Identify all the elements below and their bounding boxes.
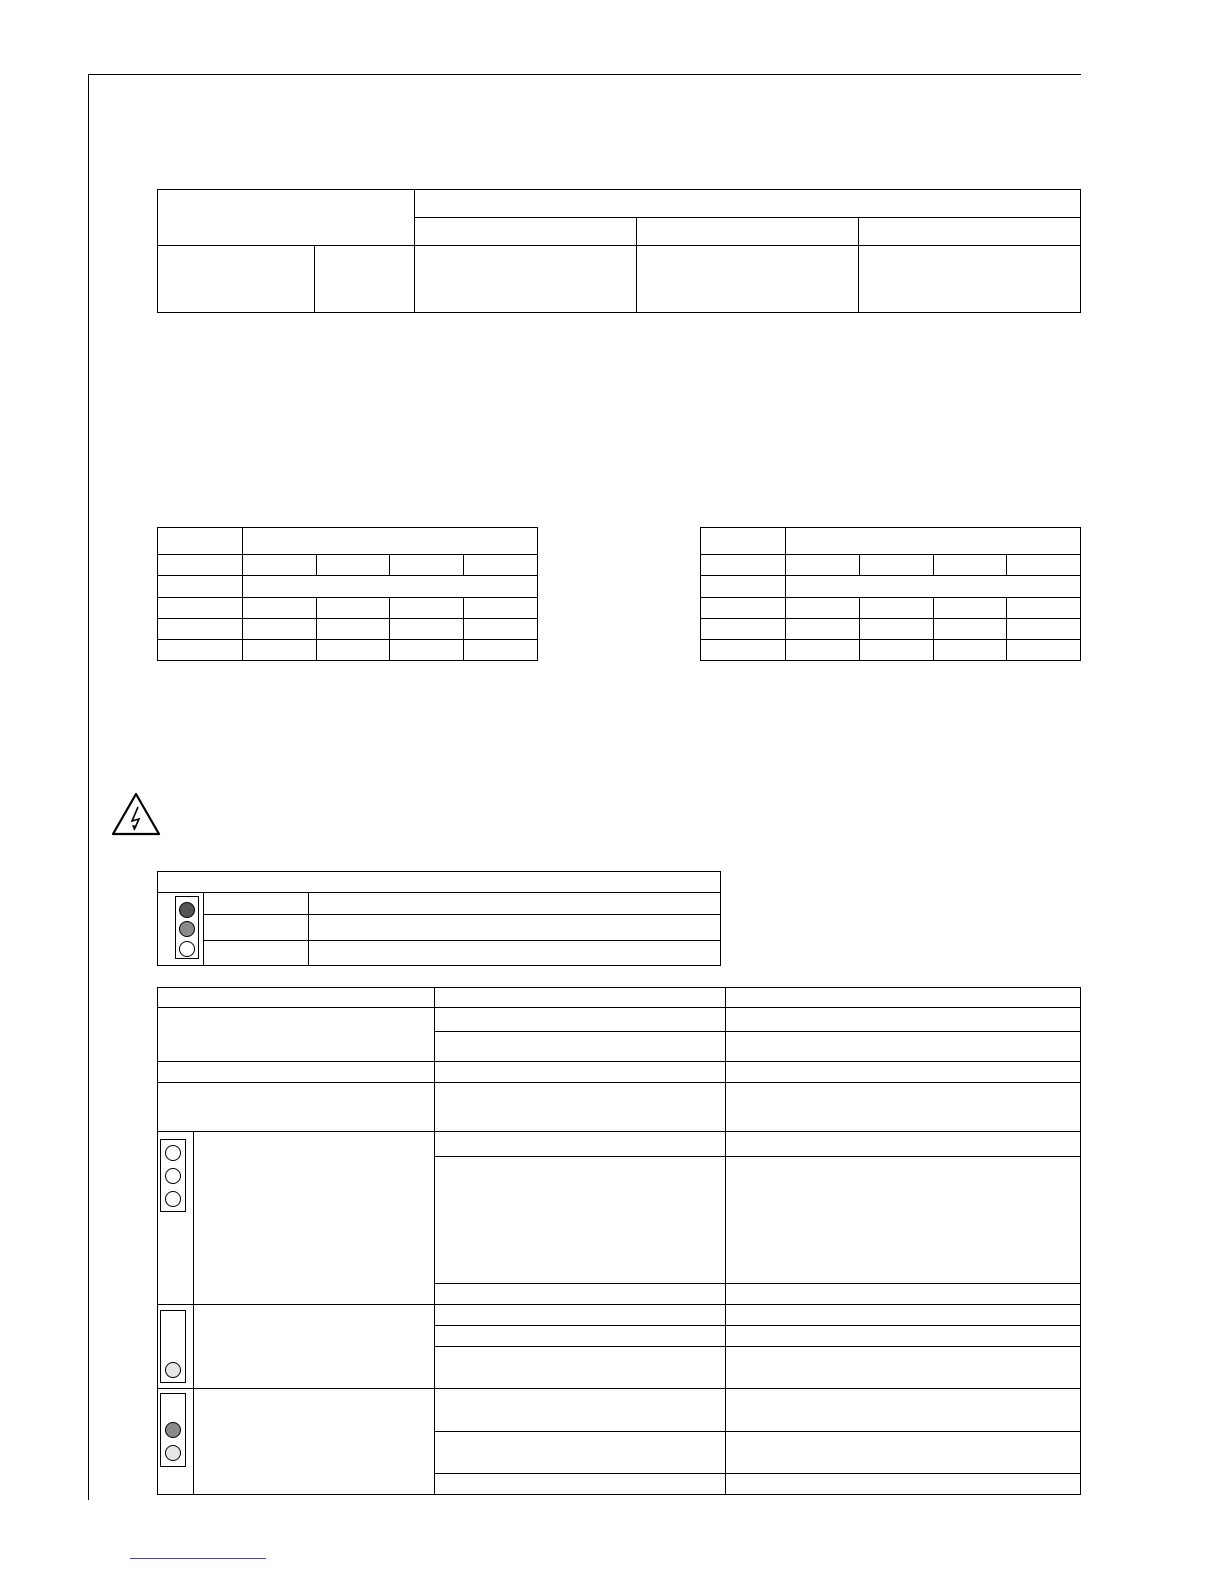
grid-right-r5-c4 <box>1006 639 1081 661</box>
grid-right-r4-c0 <box>700 618 786 640</box>
led-legend-r1-desc <box>308 892 721 915</box>
grid-right-r4-c3 <box>933 618 1007 640</box>
grid-left-r5-c2 <box>316 639 390 661</box>
grid-right-r1-c2 <box>859 554 934 576</box>
spec-table-top-row-cell-3 <box>414 245 637 313</box>
grid-left-r5-c3 <box>389 639 464 661</box>
spec-table-top-header-group <box>414 189 1081 218</box>
fault-gB-r3-c2 <box>434 1346 726 1389</box>
led-legend-r3-desc <box>308 940 721 966</box>
led-icon <box>165 1445 181 1461</box>
grid-left-r4-c2 <box>316 618 390 640</box>
led-blinking-icon <box>179 921 195 937</box>
fault-gA-r1-c2 <box>434 1131 726 1157</box>
fault-gC-r3-c2 <box>434 1473 726 1495</box>
grid-right-r1-c0 <box>700 554 786 576</box>
fault-gB-desc <box>193 1304 435 1389</box>
grid-left-r1-c3 <box>389 554 464 576</box>
led-legend-r1-state <box>203 892 309 915</box>
fault-header-c2 <box>434 987 726 1008</box>
grid-left-r1-c0 <box>157 554 243 576</box>
page-top-rule <box>88 74 1081 75</box>
fault-r1a-c2 <box>434 1007 726 1032</box>
fault-r2-c3 <box>725 1061 1081 1083</box>
led-icon <box>165 1422 181 1438</box>
grid-left-r4-c3 <box>389 618 464 640</box>
grid-right-r4-c2 <box>859 618 934 640</box>
three-led-indicator-icon <box>160 1139 186 1212</box>
spec-table-top-row-cell-4 <box>636 245 859 313</box>
fault-gA-r3-c2 <box>434 1283 726 1305</box>
spec-table-top-header-left <box>157 189 415 246</box>
grid-left-r2-c0 <box>157 575 243 598</box>
led-legend-r3-state <box>203 940 309 966</box>
grid-right-r4-c4 <box>1006 618 1081 640</box>
spec-table-top-row-cell-5 <box>858 245 1081 313</box>
fault-r1a-c3 <box>725 1007 1081 1032</box>
grid-right-r5-c2 <box>859 639 934 661</box>
fault-gB-r2-c2 <box>434 1325 726 1347</box>
grid-left-r5-c1 <box>242 639 317 661</box>
grid-right-head-group <box>785 527 1081 555</box>
fault-gC-r2-c3 <box>725 1431 1081 1474</box>
led-on-icon <box>179 902 195 918</box>
fault-r2-c1 <box>157 1061 435 1083</box>
electrical-hazard-icon <box>111 792 161 836</box>
grid-right-r5-c3 <box>933 639 1007 661</box>
led-icon <box>165 1191 181 1207</box>
spec-table-top-subheader-1 <box>414 217 637 246</box>
grid-left-r3-c3 <box>389 597 464 619</box>
led-icon <box>165 1145 181 1161</box>
spec-table-top-row-cell-2 <box>314 245 415 313</box>
grid-left-head-group <box>242 527 538 555</box>
fault-gA-r2-c2 <box>434 1156 726 1284</box>
fault-gC-desc <box>193 1388 435 1495</box>
fault-r3-c2 <box>434 1082 726 1132</box>
grid-right-r3-c4 <box>1006 597 1081 619</box>
led-legend-r2-state <box>203 914 309 941</box>
grid-left-r3-c4 <box>463 597 538 619</box>
fault-r1b-c3 <box>725 1031 1081 1062</box>
grid-right-r5-c1 <box>785 639 860 661</box>
grid-left-r1-c1 <box>242 554 317 576</box>
fault-gB-r2-c3 <box>725 1325 1081 1347</box>
fault-gA-r3-c3 <box>725 1283 1081 1305</box>
grid-right-r1-c4 <box>1006 554 1081 576</box>
fault-gC-r1-c3 <box>725 1388 1081 1432</box>
fault-gA-desc <box>193 1131 435 1305</box>
led-legend-indicator-icon <box>175 896 199 959</box>
grid-left-r1-c2 <box>316 554 390 576</box>
fault-r3-c3 <box>725 1082 1081 1132</box>
grid-right-r3-c2 <box>859 597 934 619</box>
led-legend-header <box>157 871 721 893</box>
grid-right-head-label <box>700 527 786 555</box>
fault-r1-c1 <box>157 1007 435 1062</box>
fault-r3-c1 <box>157 1082 435 1132</box>
grid-right-r2-span <box>785 575 1081 598</box>
led-off-icon <box>179 941 195 957</box>
grid-right-r1-c1 <box>785 554 860 576</box>
spec-table-top-subheader-3 <box>858 217 1081 246</box>
fault-header-c1 <box>157 987 435 1008</box>
grid-left-r2-span <box>242 575 538 598</box>
fault-gC-r2-c2 <box>434 1431 726 1474</box>
led-icon <box>165 1168 181 1184</box>
grid-left-r3-c0 <box>157 597 243 619</box>
led-legend-r2-desc <box>308 914 721 941</box>
grid-right-r4-c1 <box>785 618 860 640</box>
led-icon <box>165 1362 181 1378</box>
fault-r2-c2 <box>434 1061 726 1083</box>
grid-left-r4-c4 <box>463 618 538 640</box>
footer-link-underline[interactable] <box>130 1558 266 1559</box>
grid-left-head-label <box>157 527 243 555</box>
fault-gB-r1-c2 <box>434 1304 726 1326</box>
grid-right-r2-c0 <box>700 575 786 598</box>
grid-left-r4-c1 <box>242 618 317 640</box>
grid-right-r3-c0 <box>700 597 786 619</box>
grid-right-r1-c3 <box>933 554 1007 576</box>
fault-gB-r3-c3 <box>725 1346 1081 1389</box>
grid-left-r4-c0 <box>157 618 243 640</box>
grid-right-r3-c3 <box>933 597 1007 619</box>
single-led-indicator-icon <box>160 1310 186 1383</box>
grid-left-r3-c2 <box>316 597 390 619</box>
fault-gA-r2-c3 <box>725 1156 1081 1284</box>
spec-table-top-row-cell-1 <box>157 245 315 313</box>
fault-r1b-c2 <box>434 1031 726 1062</box>
fault-gC-r1-c2 <box>434 1388 726 1432</box>
grid-right-r5-c0 <box>700 639 786 661</box>
grid-right-r3-c1 <box>785 597 860 619</box>
fault-gC-r3-c3 <box>725 1473 1081 1495</box>
spec-table-top-subheader-2 <box>636 217 859 246</box>
two-led-indicator-icon <box>160 1393 186 1467</box>
fault-gA-r1-c3 <box>725 1131 1081 1157</box>
grid-left-r5-c0 <box>157 639 243 661</box>
fault-gB-r1-c3 <box>725 1304 1081 1326</box>
fault-header-c3 <box>725 987 1081 1008</box>
grid-left-r1-c4 <box>463 554 538 576</box>
grid-left-r3-c1 <box>242 597 317 619</box>
grid-left-r5-c4 <box>463 639 538 661</box>
page-left-rule <box>88 74 89 1500</box>
